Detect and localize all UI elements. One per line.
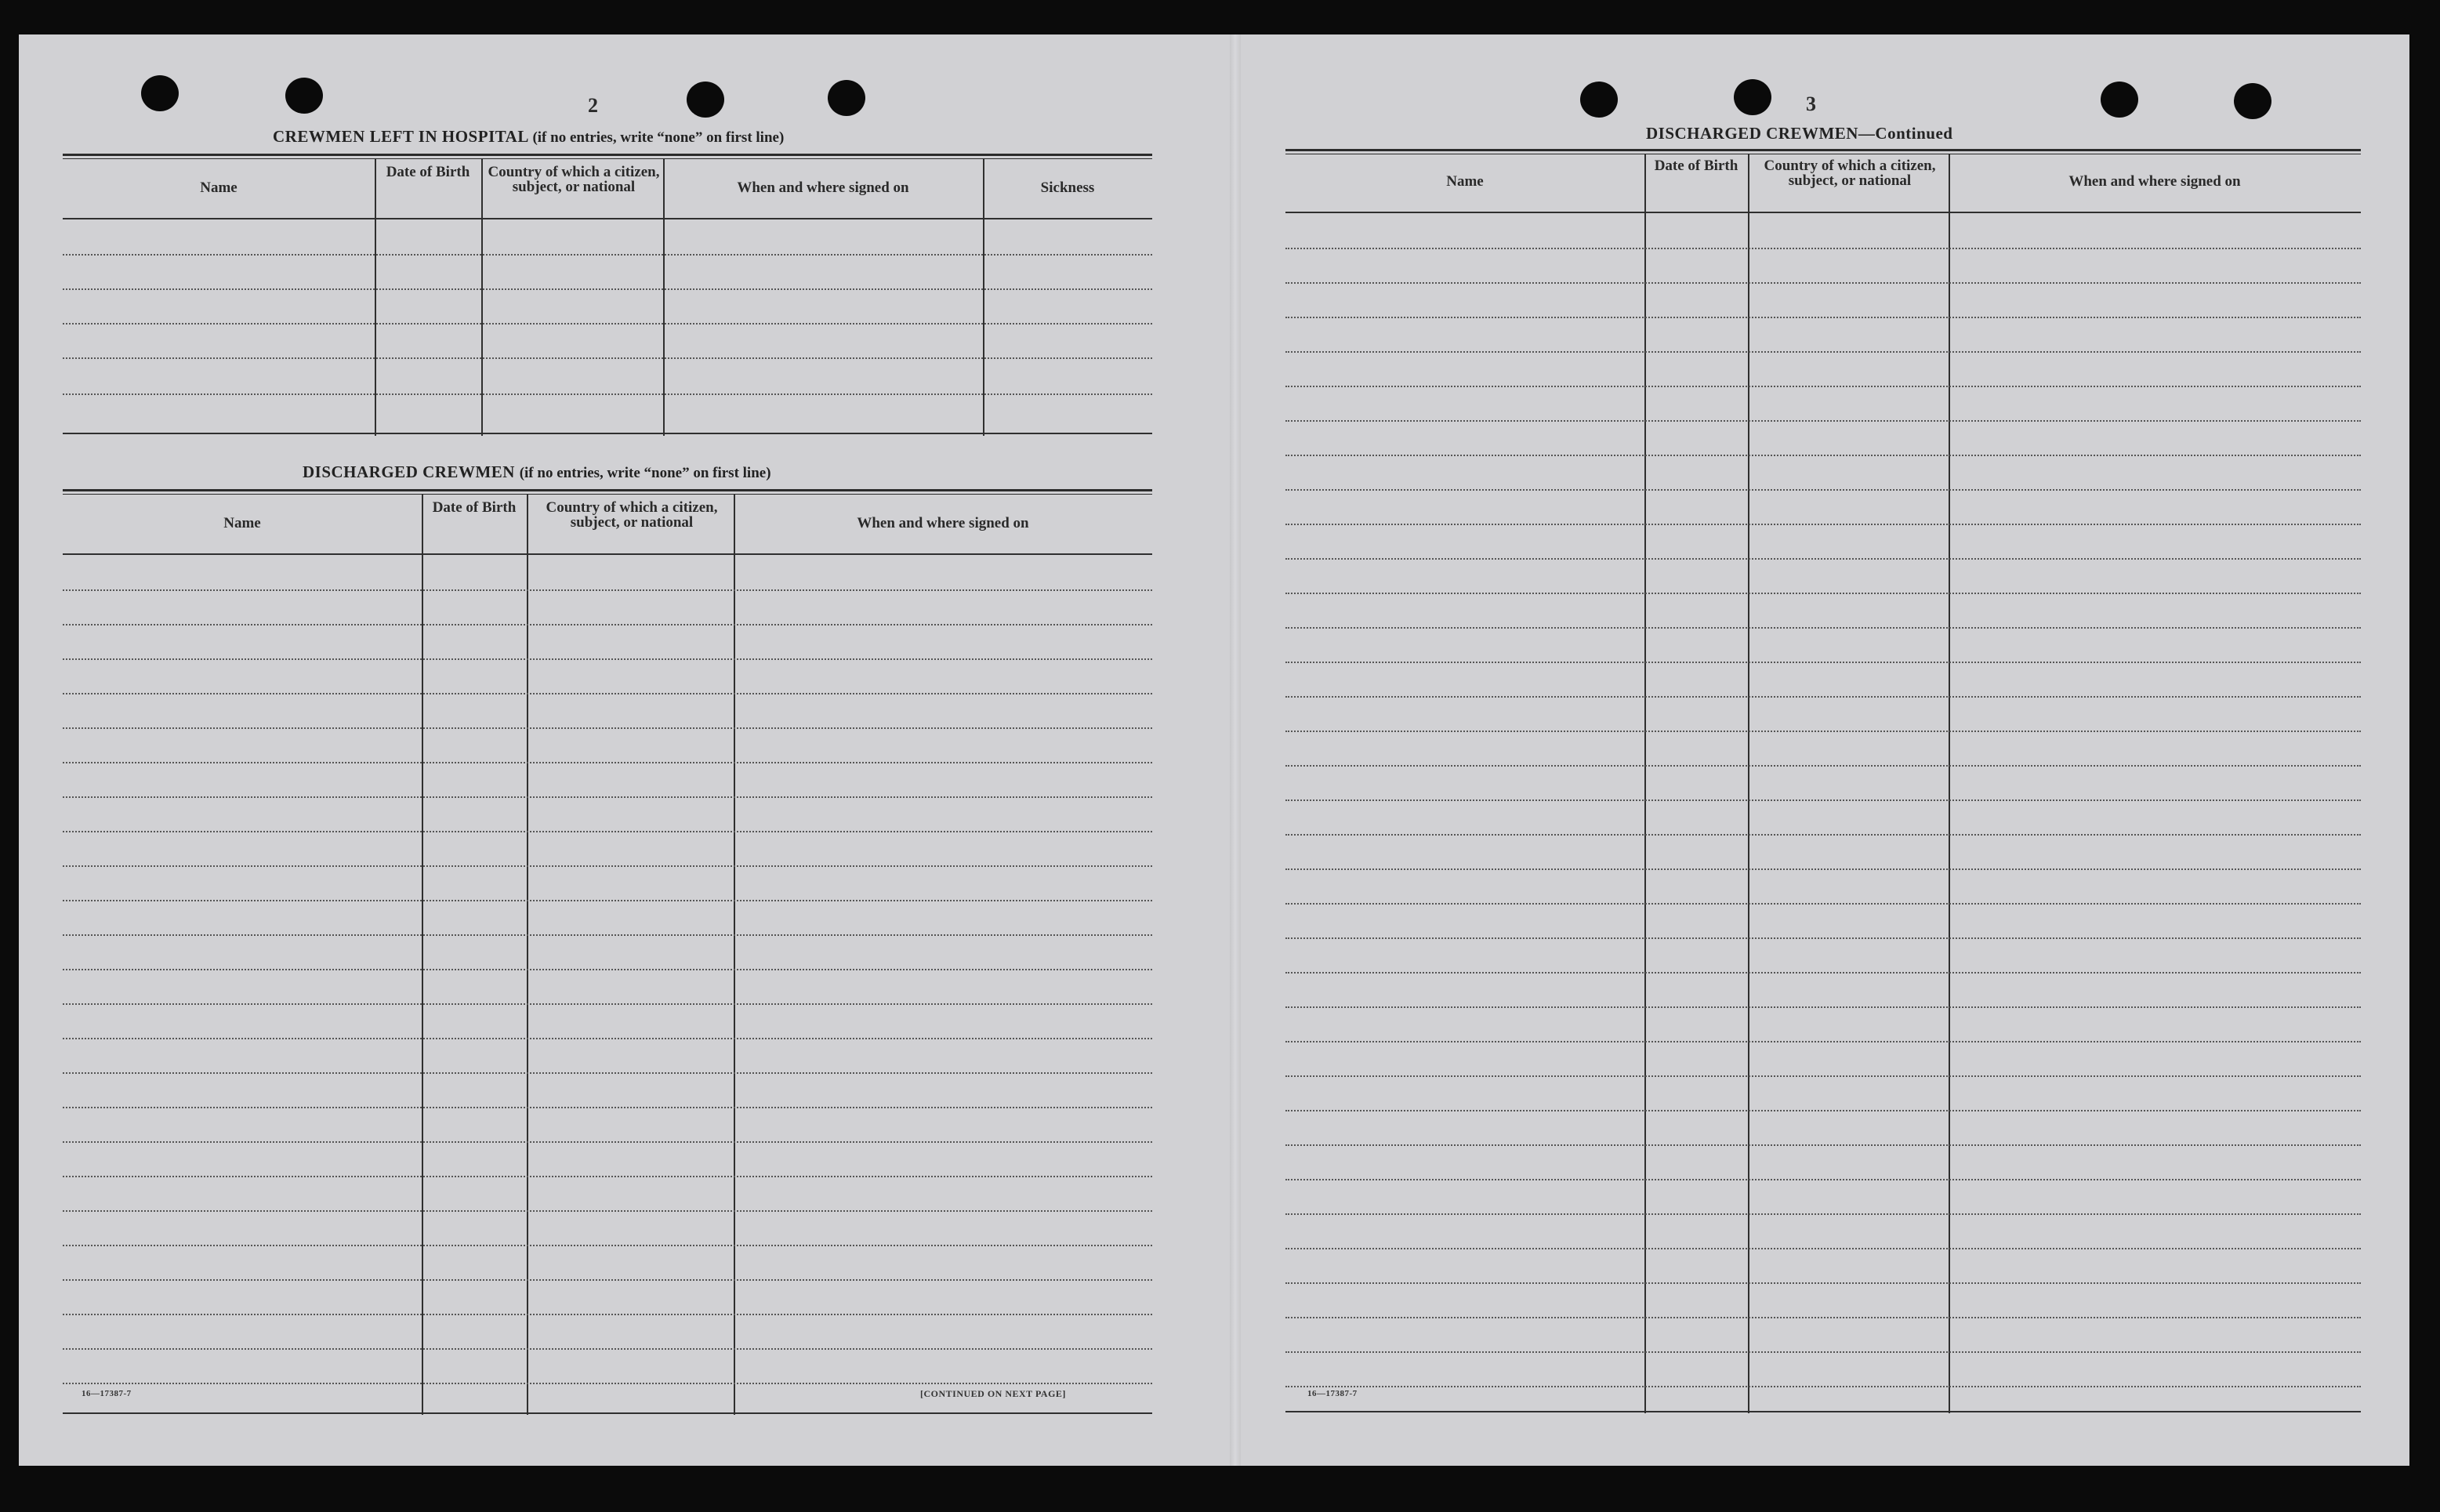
continued-col-dob: Date of Birth [1654, 158, 1738, 174]
page-number-right: 3 [1806, 92, 1816, 115]
continued-col-name: Name [1446, 173, 1484, 190]
hospital-col-sickness: Sickness [1040, 179, 1095, 196]
discharged-col-country: Country of which a citizen, subject, or national [546, 499, 718, 531]
punch-hole [687, 82, 724, 118]
hospital-col-name: Name [200, 179, 237, 196]
page-number-left: 2 [588, 94, 598, 117]
punch-hole [828, 80, 865, 116]
discharged-section-title: DISCHARGED CREWMEN (if no entries, write “none” on first line) [303, 462, 771, 481]
hospital-col-dob: Date of Birth [386, 164, 470, 180]
discharged-col-name: Name [223, 515, 261, 531]
form-number-left: 16—17387-7 [82, 1389, 132, 1398]
punch-hole [141, 75, 179, 111]
punch-hole [2101, 82, 2138, 118]
continued-col-signed-on: When and where signed on [2068, 173, 2241, 190]
hospital-col-signed-on: When and where signed on [737, 179, 909, 196]
hospital-section-title: CREWMEN LEFT IN HOSPITAL (if no entries, write “none” on first line) [273, 127, 785, 146]
punch-hole [1734, 79, 1771, 115]
hospital-table [63, 154, 1152, 441]
discharged-col-dob: Date of Birth [432, 499, 517, 516]
discharged-continued-table [1285, 149, 2361, 1416]
continued-col-country: Country of which a citizen, subject, or national [1764, 158, 1936, 189]
punch-hole [2234, 83, 2271, 119]
form-sheet [19, 34, 2409, 1466]
continued-note: [CONTINUED ON NEXT PAGE] [920, 1388, 1066, 1399]
discharged-table [63, 489, 1152, 1419]
discharged-continued-title: DISCHARGED CREWMEN—Continued [1646, 124, 1953, 143]
hospital-col-country: Country of which a citizen, subject, or national [488, 164, 660, 195]
punch-hole [1580, 82, 1618, 118]
page-fold [1230, 34, 1241, 1466]
punch-hole [285, 78, 323, 114]
form-number-right: 16—17387-7 [1307, 1389, 1358, 1398]
discharged-col-signed-on: When and where signed on [857, 515, 1029, 531]
